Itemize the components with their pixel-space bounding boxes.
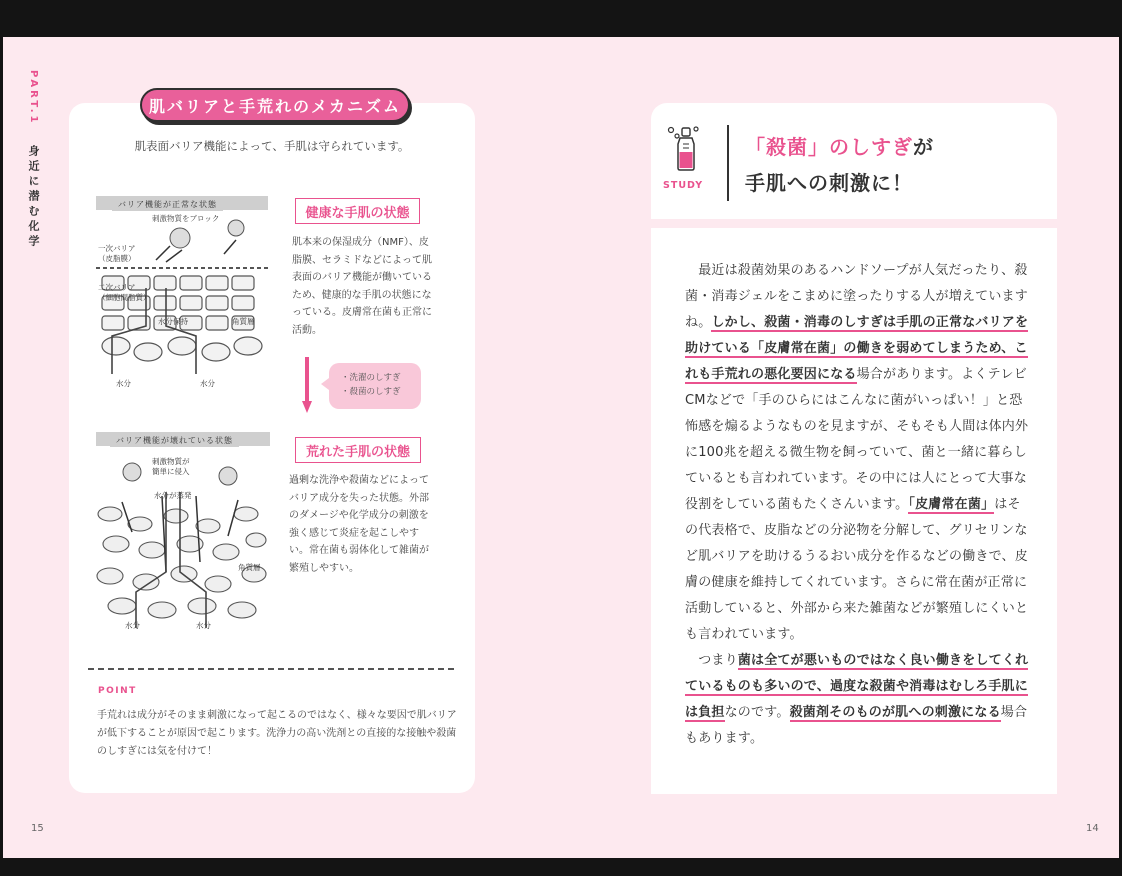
point-text: 手荒れは成分がそのまま刺激になって起こるのではなく、様々な要因で肌バリアが低下することが原因で起こります。洗浄力の高い洗剤との直接的な接触や殺菌のしすぎには気を付けて！ [97, 710, 457, 757]
damaged-water-right: 水分 [196, 621, 211, 630]
primary-barrier-text: 一次バリア [98, 244, 136, 253]
study-title-highlight: 「殺菌」のしすぎ [745, 135, 913, 159]
healthy-state-text: 肌本来の保湿成分（NMF）、皮脂膜、セラミドなどによって肌表面のバリア機能が働いているため、健康的な手肌の状態になっている。皮膚常在菌も正常に活動。 [292, 237, 432, 336]
spray-bottle-icon [666, 124, 706, 172]
water-right-annotation: 水分 [200, 379, 215, 388]
study-highlight: しかし、殺菌・消毒のしすぎは手肌の正常なバリアを助けている「皮膚常在菌」の働きを弱めてしまうため、これも手荒れの悪化要因になる [685, 315, 1029, 382]
study-text-run: はその代表格で、皮脂などの分泌物を分解して、グリセリンなど肌バリアを助けるうるおい成分を作るなどの働きで、皮膚の健康を維持してくれています。さらに常在菌が正常に活動していると、外部から来た雑菌などが繁殖しにくいとも言われています。 [685, 497, 1029, 642]
damaged-water-left: 水分 [125, 621, 140, 630]
chapter-title: 身近に潜む化学 [27, 145, 40, 251]
study-text-run: 最近は殺菌効果のあるハンドソープが人気だったり、殺菌・消毒ジェルをこまめに塗ったりする人が増えていますね。 [685, 263, 1028, 330]
study-body-text [685, 258, 1030, 752]
study-title-line2: 手肌への刺激に！ [745, 171, 913, 195]
block-annotation: 刺激物質をブロック [152, 214, 220, 223]
mechanism-title: 肌バリアと手荒れのメカニズム [140, 88, 410, 122]
invade-text: 刺激物質が [152, 457, 190, 466]
study-highlight: 「皮膚常在菌」 [908, 497, 995, 512]
study-paragraph [685, 648, 1030, 752]
study-text-run: なのです。 [724, 705, 790, 720]
secondary-barrier-text: 二次バリア [98, 283, 136, 292]
healthy-state-label: 健康な手肌の状態 [295, 198, 420, 224]
chapter-side-label [23, 70, 41, 250]
secondary-barrier-label [98, 283, 151, 303]
study-divider [727, 125, 729, 201]
study-text-run: 場合があります。よくテレビCMなどで「手のひらにはこんなに菌がいっぱい！」と恐怖感を煽るようなものを見ますが、そもそも人間は体内外に100兆を超える微生物を飼っていて、菌と一緒に暮らしているとも言われています。その中には人にとって大事な役割をしている菌もたくさんいます。 [685, 367, 1029, 512]
part-label: PART.1 [28, 70, 39, 126]
study-label: STUDY [663, 180, 704, 191]
horny-layer-annotation: 角質層 [232, 317, 255, 326]
page-number-left: 15 [31, 823, 44, 834]
water-left-annotation: 水分 [116, 379, 131, 388]
study-highlight: 殺菌剤そのものが肌への刺激になる [789, 705, 1001, 720]
primary-barrier-sub: （皮脂膜） [98, 254, 136, 263]
damaged-horny-annotation: 角質層 [238, 563, 261, 572]
retention-annotation: 水分保持 [158, 317, 188, 326]
top-bar [0, 0, 1122, 37]
study-text-run: 場合もあります。 [685, 705, 1028, 746]
study-highlight: 菌は全てが悪いものではなく良い働きをしてくれているものも多いので、過度な殺菌や消毒はむしろ手肌には負担 [685, 653, 1029, 720]
evaporate-annotation: 水分が蒸発 [154, 491, 192, 500]
invade-annotation [152, 457, 190, 477]
cause-bubble [329, 363, 421, 409]
study-text-run: つまり [685, 653, 738, 668]
damaged-caption: バリア機能が壊れている状態 [110, 434, 239, 447]
secondary-barrier-sub: （細胞間脂質） [98, 293, 151, 302]
invade-text-2: 簡単に侵入 [152, 467, 190, 476]
bottom-bar [0, 858, 1122, 876]
study-title-line1 [745, 131, 934, 160]
mechanism-subtitle: 肌表面バリア機能によって、手肌は守られています。 [134, 139, 410, 153]
study-paragraph [685, 258, 1030, 648]
primary-barrier-label [98, 244, 136, 264]
page-number-right: 14 [1086, 823, 1099, 834]
point-divider [88, 668, 454, 670]
healthy-caption: バリア機能が正常な状態 [112, 198, 223, 211]
damaged-state-text: 過剰な洗浄や殺菌などによってバリア成分を失った状態。外部のダメージや化学成分の刺激を強く感じて炎症を起こしやすい。常在菌も弱体化して雑菌が繁殖しやすい。 [289, 475, 429, 574]
point-label: POINT [98, 686, 137, 696]
cause-wash: ・洗濯のしすぎ [341, 373, 401, 383]
down-arrow-icon [302, 357, 312, 413]
study-header-card [651, 103, 1057, 219]
cause-sterilize: ・殺菌のしすぎ [341, 387, 401, 397]
study-title-suffix: が [913, 135, 934, 159]
damaged-state-label: 荒れた手肌の状態 [295, 437, 421, 463]
